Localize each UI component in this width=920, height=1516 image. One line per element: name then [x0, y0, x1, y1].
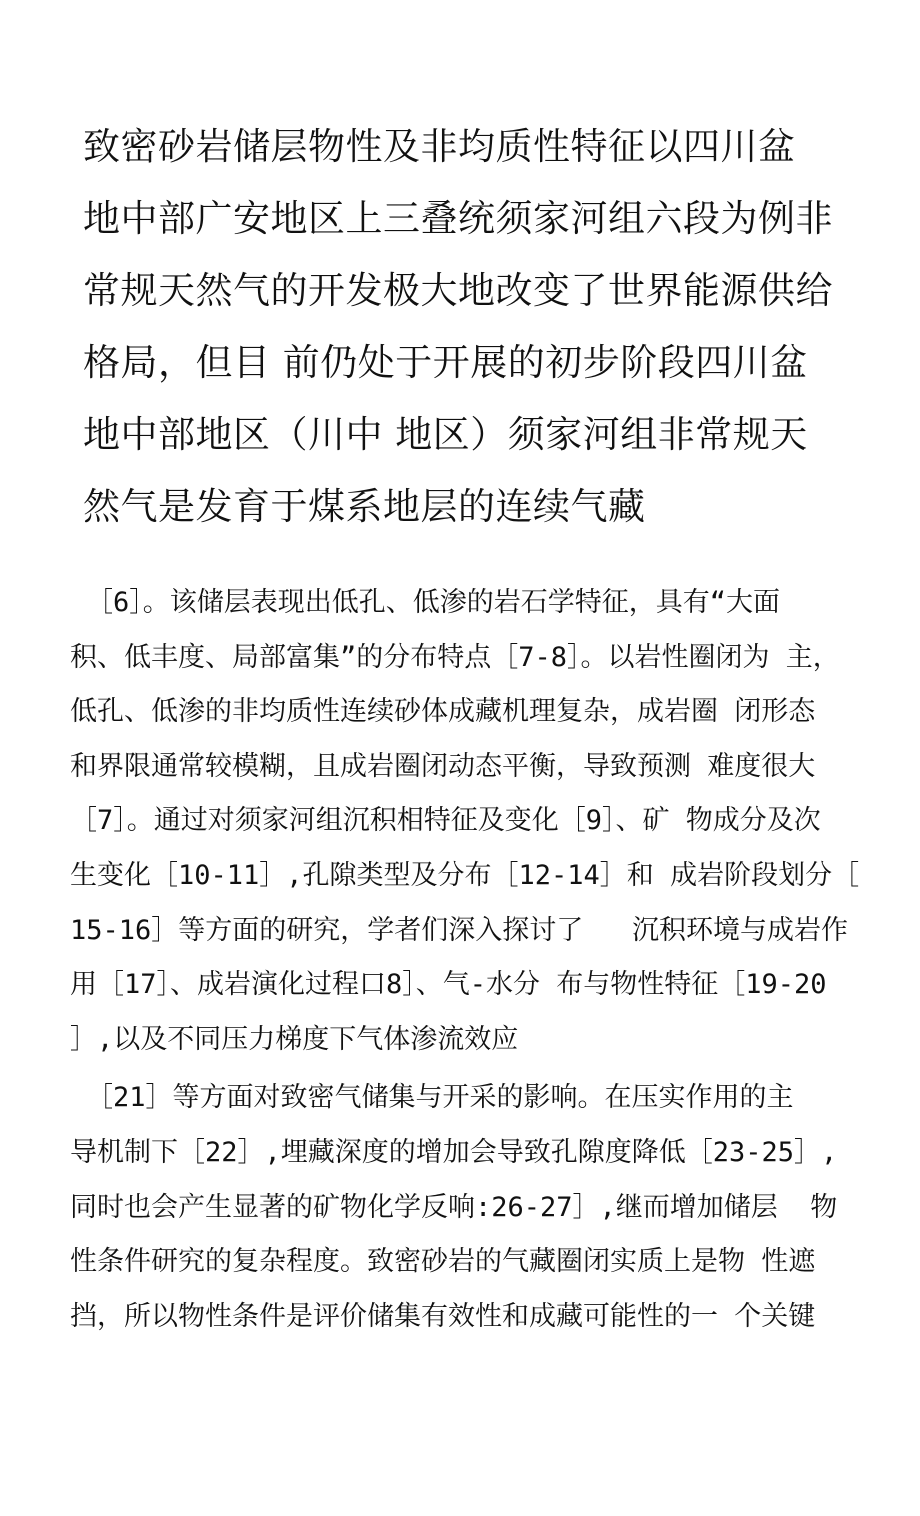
text-line: 和界限通常较模糊，且成岩圈闭动态平衡，导致预测 难度很大 — [70, 750, 816, 782]
title-line: 地中部广安地区上三叠统须家河组六段为例非 — [83, 197, 833, 240]
title-line: 格局，但目 前仍处于开展的初步阶段四川盆 — [83, 341, 808, 384]
text-line: 挡，所以物性条件是评价储集有效性和成藏可能性的一 个关键 — [70, 1300, 816, 1332]
text-line: 低孔、低渗的非均质性连续砂体成藏机理复杂，成岩圈 闭形态 — [70, 696, 816, 728]
text-line: 同时也会产生显著的矿物化学反响:26-27］,继而增加储层 物 — [70, 1191, 838, 1223]
document-title — [83, 118, 863, 550]
text-line: 15-16］等方面的研究，学者们深入探讨了 沉积环境与成岩作 — [70, 914, 849, 946]
text-line: 导机制下［22］,埋藏深度的增加会导致孔隙度降低［23-25］, — [70, 1136, 838, 1168]
title-line: 常规天然气的开发极大地改变了世界能源供给 — [83, 269, 833, 312]
title-line: 致密砂岩储层物性及非均质性特征以四川盆 — [83, 125, 796, 168]
title-line: 地中部地区（川中 地区）须家河组非常规天 — [83, 413, 808, 456]
text-line: ［7］。通过对须家河组沉积相特征及变化［9］、矿 物成分及次 — [70, 805, 821, 837]
text-line: 积、低丰度、局部富集”的分布特点［7-8］。以岩性圈闭为 主， — [70, 641, 840, 673]
text-line: 性条件研究的复杂程度。致密砂岩的气藏圈闭实质上是物 性遮 — [70, 1246, 816, 1278]
paragraph-1 — [70, 576, 860, 1067]
body-text — [70, 576, 860, 1344]
text-line: 用［17］、成岩演化过程口8］、气-水分 布与物性特征［19-20 — [70, 969, 827, 1001]
text-line: ［21］等方面对致密气储集与开采的影响。在压实作用的主 — [86, 1082, 794, 1114]
text-line: ［6］。该储层表现出低孔、低渗的岩石学特征，具有“大面 — [86, 587, 781, 618]
text-line: 生变化［10-11］,孔隙类型及分布［12-14］和 成岩阶段划分［ — [70, 859, 860, 891]
paragraph-2 — [70, 1071, 860, 1344]
title-line: 然气是发育于煤系地层的连续气藏 — [83, 485, 646, 528]
text-line: ］,以及不同压力梯度下气体渗流效应 — [70, 1023, 519, 1055]
